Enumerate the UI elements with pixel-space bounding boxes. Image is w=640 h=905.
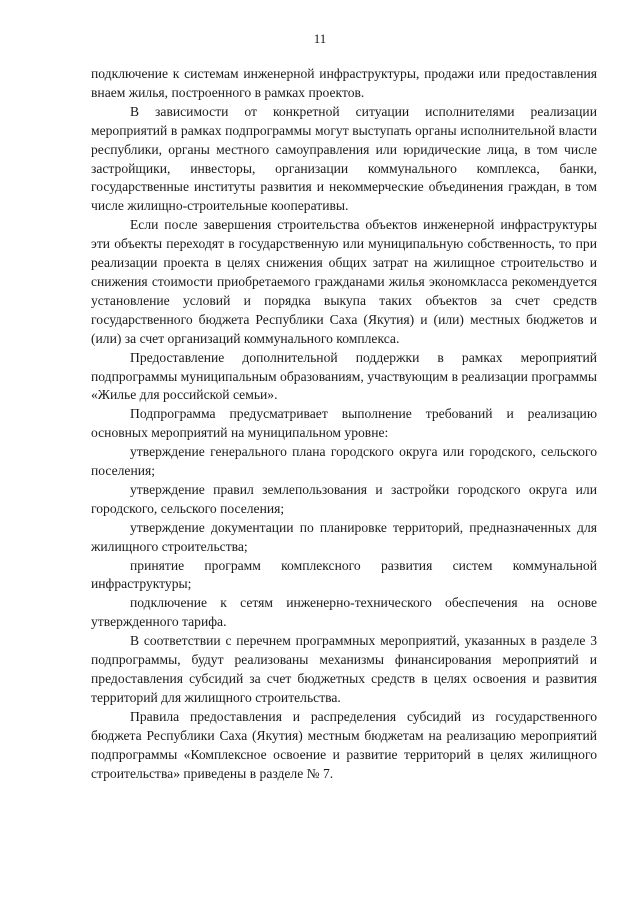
- page-number: 11: [313, 31, 327, 46]
- paragraph-infrastructure-buyout: Если после завершения строительства объектов инженерной инфраструктуры эти объекты переходят в государственную или муниципальную собственность, то при реализации проекта в целях снижения общих затрат на жилищное строительство и снижения стоимости приобретаемого гражданами жилья экономкласса рекомендуется установление условий и порядка выкупа таких объектов за счет средств государственного бюджета Республики Саха (Якутия) и (или) местных бюджетов и (или) за счет организаций коммунального комплекса.: [91, 217, 597, 346]
- paragraph-requirements-intro: Подпрограмма предусматривает выполнение требований и реализацию основных мероприятий на муниципальном уровне:: [91, 406, 597, 441]
- list-item-general-plan: утверждение генерального плана городского округа или городского, сельского поселения;: [91, 444, 597, 479]
- list-item-planning-documentation: утверждение документации по планировке территорий, предназначенных для жилищного строительства;: [91, 519, 597, 554]
- paragraph-financing-mechanisms: В соответствии с перечнем программных мероприятий, указанных в разделе 3 подпрограммы, будут реализованы механизмы финансирования мероприятий и предоставления субсидий за счет бюджетных средств в целях освоения и развития территорий для жилищного строительства.: [91, 633, 597, 705]
- list-item-communal-programs: принятие программ комплексного развития систем коммунальной инфраструктуры;: [91, 557, 597, 592]
- list-item-land-use-rules: утверждение правил землепользования и застройки городского округа или городского, сельского поселения;: [91, 481, 597, 516]
- paragraph-executors: В зависимости от конкретной ситуации исполнителями реализации мероприятий в рамках подпрограммы могут выступать органы исполнительной власти республики, органы местного самоуправления или юридические лица, в том числе застройщики, инвесторы, организации коммунального комплекса, банки, государственные институты развития и некоммерческие объединения граждан, в том числе жилищно-строительные кооперативы.: [91, 103, 597, 214]
- paragraph-additional-support: Предоставление дополнительной поддержки в рамках мероприятий подпрограммы муниципальным образованиям, участвующим в реализации программы «Жилье для российской семьи».: [91, 349, 597, 403]
- paragraph-continuation: подключение к системам инженерной инфраструктуры, продажи или предоставления внаем жилья, построенного в рамках проектов.: [91, 66, 597, 100]
- paragraph-subsidy-rules: Правила предоставления и распределения субсидий из государственного бюджета Республики Саха (Якутия) местным бюджетам на реализацию мероприятий подпрограммы «Комплексное освоение и развитие территорий в целях жилищного строительства» приведены в разделе № 7.: [91, 708, 597, 781]
- list-item-network-connection: подключение к сетям инженерно-технического обеспечения на основе утвержденного тарифа.: [91, 595, 597, 630]
- document-body: [91, 65, 597, 783]
